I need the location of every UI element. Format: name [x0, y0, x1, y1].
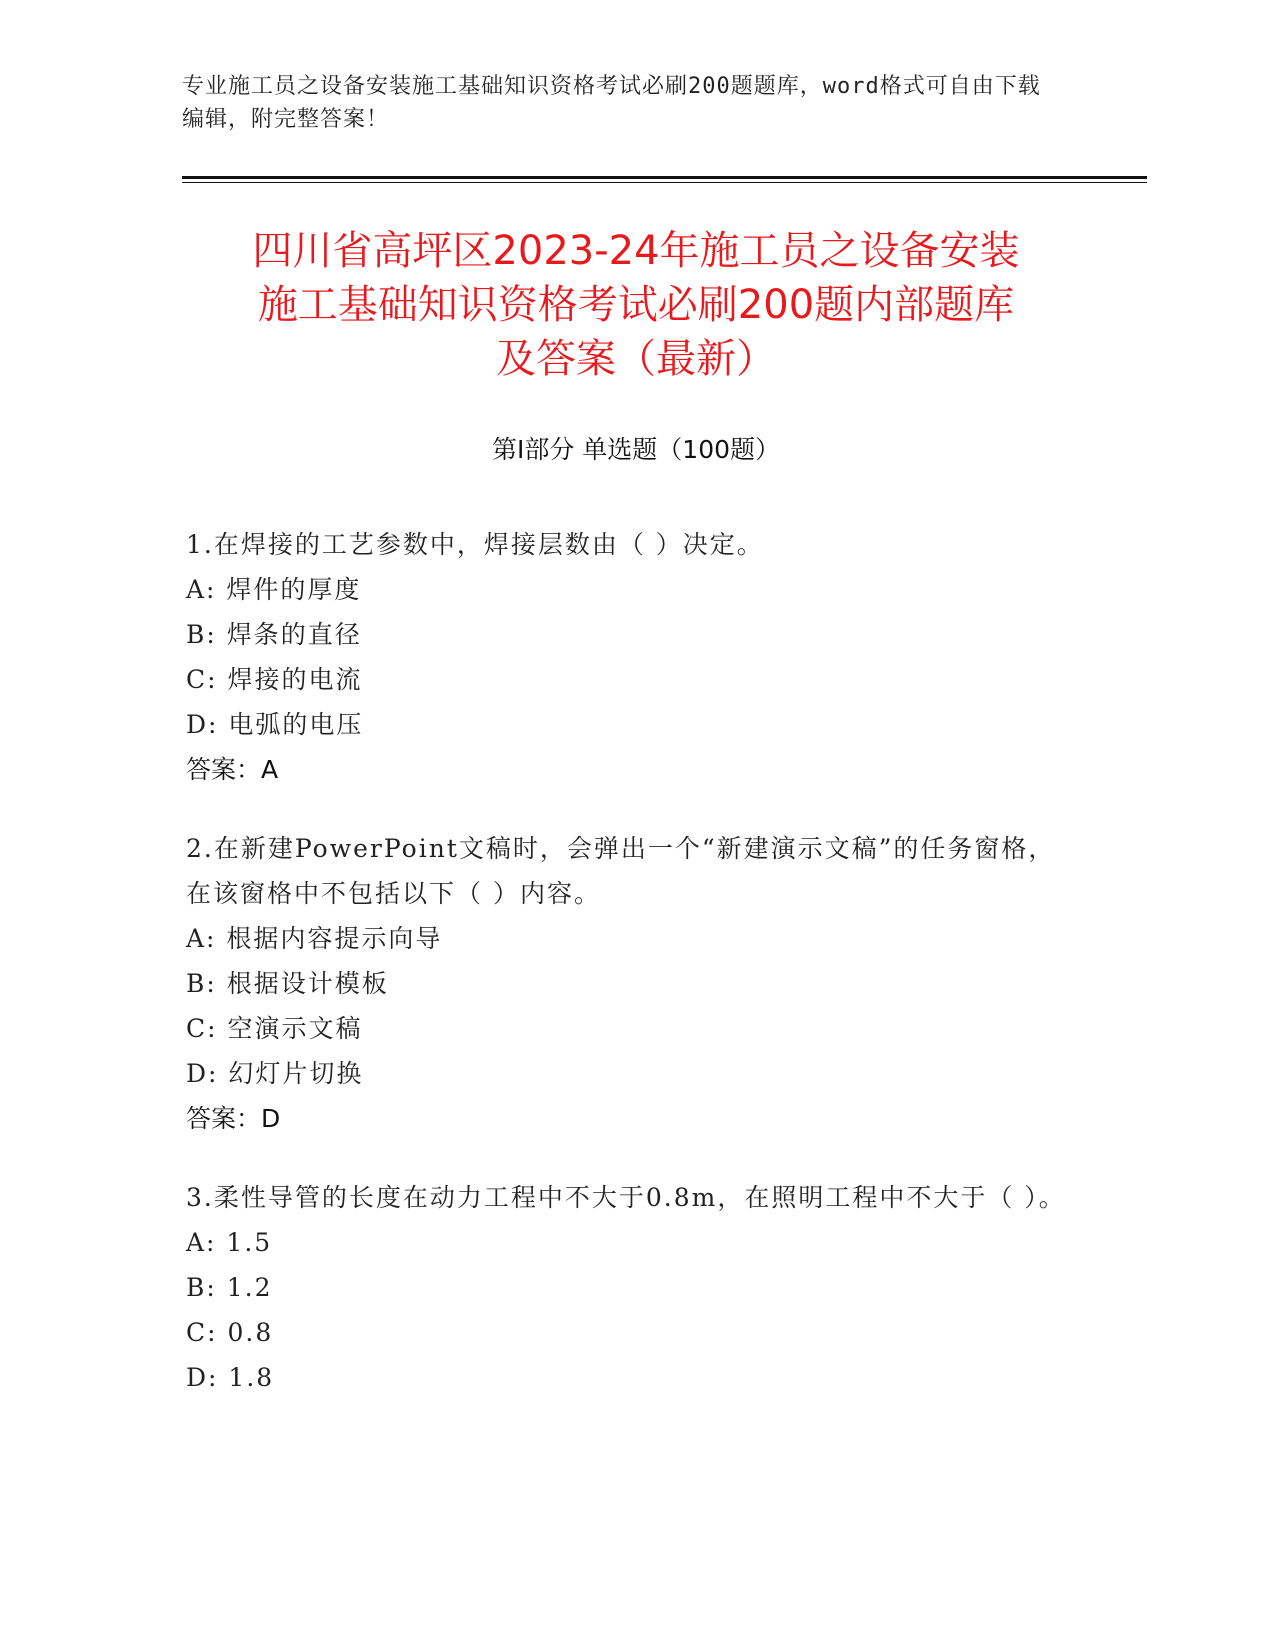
question-3	[186, 1175, 1076, 1400]
question-option-a: A: 焊件的厚度	[186, 575, 362, 604]
question-list	[186, 522, 1076, 1434]
question-option-b: B: 根据设计模板	[186, 969, 389, 998]
document-title-line-3: 及答案（最新）	[496, 336, 776, 382]
document-title	[182, 224, 1090, 386]
question-option-a: A: 根据内容提示向导	[186, 924, 443, 953]
question-1	[186, 522, 1076, 792]
question-stem: 1.在焊接的工艺参数中，焊接层数由（ ）决定。	[186, 530, 764, 559]
question-option-c: C: 焊接的电流	[186, 665, 363, 694]
question-option-d: D: 幻灯片切换	[186, 1059, 364, 1088]
question-2	[186, 826, 1076, 1141]
section-title: 第Ⅰ部分 单选题（100题）	[491, 435, 781, 464]
question-answer: 答案：D	[186, 1104, 281, 1133]
header-rule-thin	[182, 182, 1147, 183]
question-option-a: A: 1.5	[186, 1228, 273, 1257]
document-title-line-2: 施工基础知识资格考试必刷200题内部题库	[257, 282, 1015, 328]
question-answer: 答案：A	[186, 755, 279, 784]
question-option-d: D: 电弧的电压	[186, 710, 364, 739]
document-title-line-1: 四川省高坪区2023-24年施工员之设备安装	[252, 228, 1020, 274]
question-stem: 3.柔性导管的长度在动力工程中不大于0.8m，在照明工程中不大于（ ）。	[186, 1183, 1066, 1212]
header-note: 专业施工员之设备安装施工基础知识资格考试必刷200题题库，word格式可自由下载编辑，附完整答案！	[182, 74, 1041, 132]
question-stem: 2.在新建PowerPoint文稿时，会弹出一个“新建演示文稿”的任务窗格，在该窗格中不包括以下（ ）内容。	[186, 834, 1056, 908]
question-option-c: C: 0.8	[186, 1318, 274, 1347]
question-option-b: B: 焊条的直径	[186, 620, 362, 649]
header-rule-thick	[182, 176, 1147, 179]
question-option-c: C: 空演示文稿	[186, 1014, 363, 1043]
question-option-b: B: 1.2	[186, 1273, 273, 1302]
question-option-d: D: 1.8	[186, 1363, 275, 1392]
